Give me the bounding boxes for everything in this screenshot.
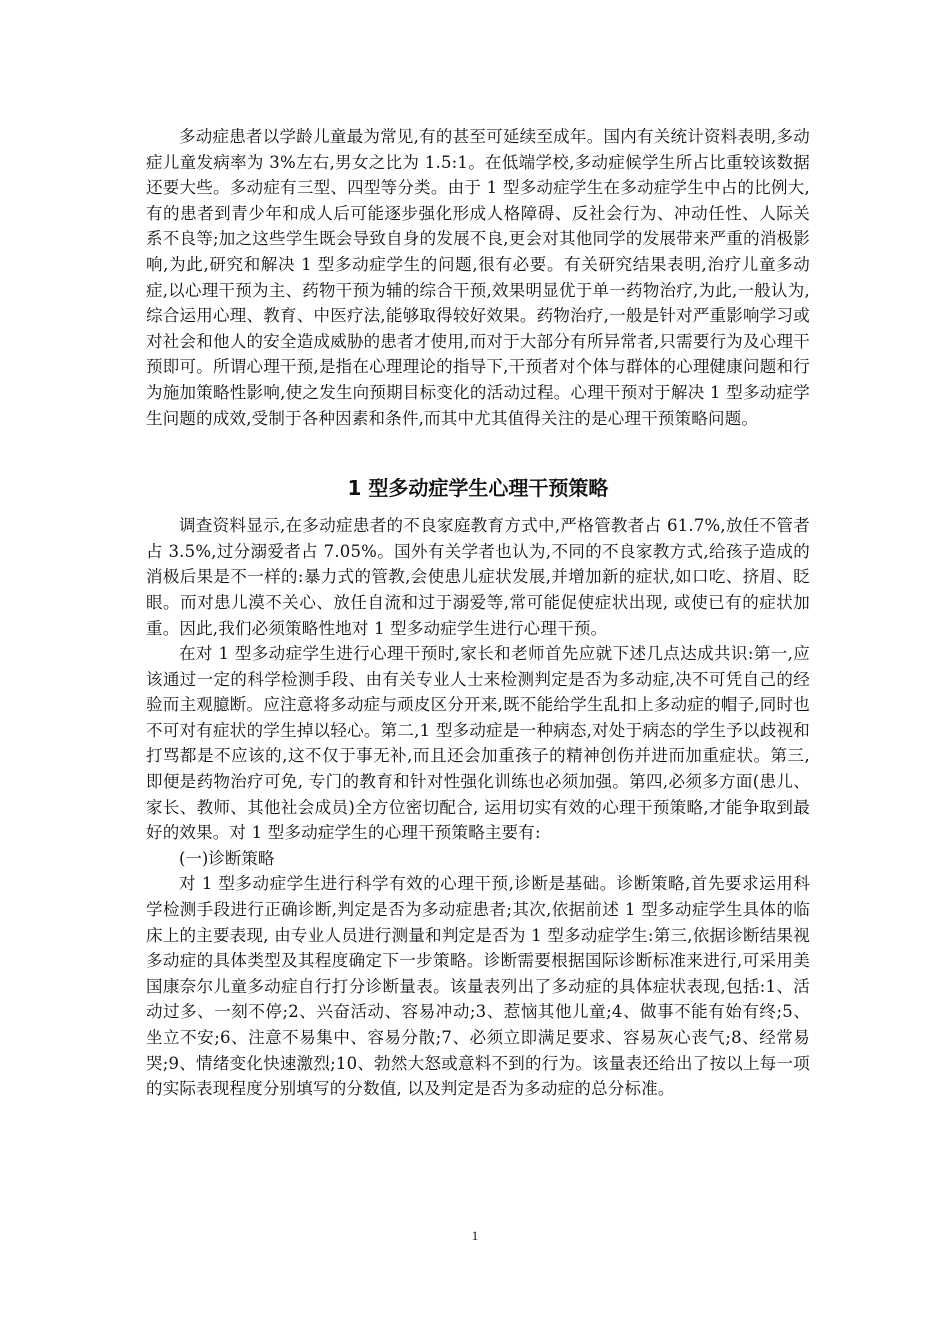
paragraph-diagnosis: 对 1 型多动症学生进行科学有效的心理干预,诊断是基础。诊断策略,首先要求运用科学检测手段进行正确诊断,判定是否为多动症患者;其次,依据前述 1 型多动症学生具体的临床上的主要表现, 由专业人员进行测量和判定是否为 1 型多动症学生:第三,依据诊断结果视多动症的具体类型及其程度确定下一步策略。诊断需要根据国际诊断标准来进行,可采用美国康奈尔儿童多动症自行打分诊断量表。该量表列出了多动症的具体症状表现,包括:1、活动过多、一刻不停;2、兴奋活动、容易冲动;3、惹恼其他儿童;4、做事不能有始有终;5、坐立不安;6、注意不易集中、容易分散;7、必须立即满足要求、容易灰心丧气;8、经常易哭;9、情绪变化快速激烈;10、勃然大怒或意料不到的行为。该量表还给出了按以上每一项的实际表现程度分别填写的分数值, 以及判定是否为多动症的总分标准。	[146, 874, 810, 1099]
document-body	[146, 124, 810, 1102]
page-number: 1	[471, 1228, 479, 1243]
intro-paragraph: 多动症患者以学龄儿童最为常见,有的甚至可延续至成年。国内有关统计资料表明,多动症儿童发病率为 3%左右,男女之比为 1.5:1。在低端学校,多动症候学生所占比重较该数据还要大些。多动症有三型、四型等分类。由于 1 型多动症学生在多动症学生中占的比例大,有的患者到青少年和成人后可能逐步强化形成人格障碍、反社会行为、冲动任性、人际关系不良等;加之这些学生既会导致自身的发展不良,更会对其他同学的发展带来严重的消极影响,为此,研究和解决 1 型多动症学生的问题,很有必要。有关研究结果表明,治疗儿童多动症,以心理干预为主、药物干预为辅的综合干预,效果明显优于单一药物治疗,为此,一般认为,综合运用心理、教育、中医疗法,能够取得较好效果。药物治疗,一般是针对严重影响学习或对社会和他人的安全造成威胁的患者才使用,而对于大部分有所异常者,只需要行为及心理干预即可。所谓心理干预,是指在心理理论的指导下,干预者对个体与群体的心理健康问题和行为施加策略性影响,使之发生向预期目标变化的活动过程。心理干预对于解决 1 型多动症学生问题的成效,受制于各种因素和条件,而其中尤其值得关注的是心理干预策略问题。	[146, 127, 810, 428]
paragraph-survey: 调查资料显示,在多动症患者的不良家庭教育方式中,严格管教者占 61.7%,放任不管者占 3.5%,过分溺爱者占 7.05%。国外有关学者也认为,不同的不良家教方式,给孩子造成的消极后果是不一样的:暴力式的管教,会使患儿症状发展,并增加新的症状,如口吃、挤眉、眨眼。而对患儿漠不关心、放任自流和过于溺爱等,常可能促使症状出现, 或使已有的症状加重。因此,我们必须策略性地对 1 型多动症学生进行心理干预。	[146, 516, 810, 638]
subsection-heading: (一)诊断策略	[179, 848, 275, 868]
section-heading: 1 型多动症学生心理干预策略	[347, 476, 609, 501]
paragraph-consensus: 在对 1 型多动症学生进行心理干预时,家长和老师首先应就下述几点达成共识:第一,应该通过一定的科学检测手段、由有关专业人士来检测判定是否为多动症,决不可凭自己的经验而主观臆断。应注意将多动症与顽皮区分开来,既不能给学生乱扣上多动症的帽子,同时也不可对有症状的学生掉以轻心。第二,1 型多动症是一种病态,对处于病态的学生予以歧视和打骂都是不应该的,这不仅于事无补,而且还会加重孩子的精神创伤并进而加重症状。第三,即便是药物治疗可免, 专门的教育和针对性强化训练也必须加强。第四,必须多方面(患儿、家长、教师、其他社会成员)全方位密切配合, 运用切实有效的心理干预策略,才能争取到最好的效果。对 1 型多动症学生的心理干预策略主要有:	[146, 644, 810, 843]
